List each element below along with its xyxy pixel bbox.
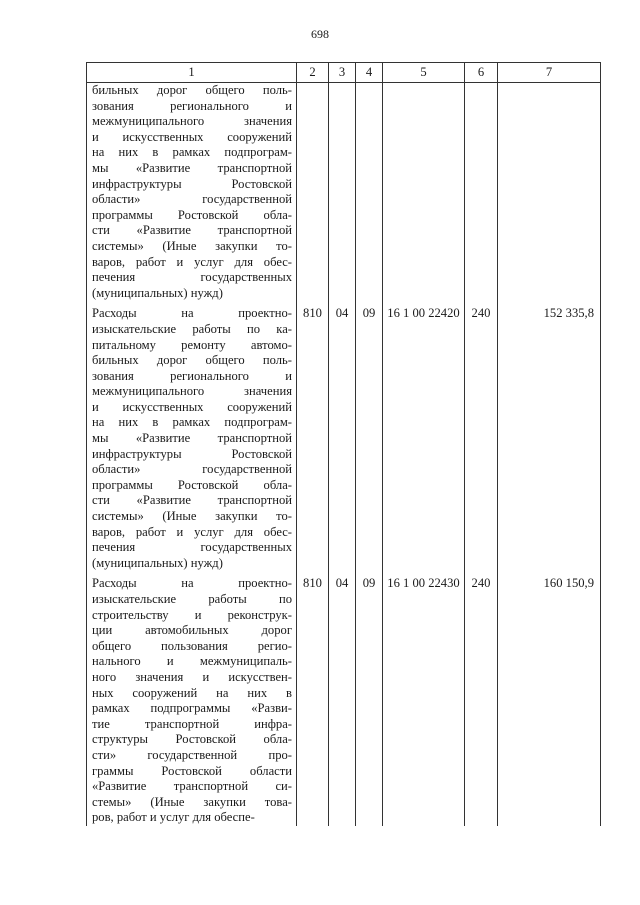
description-line: ров, работ и услуг для обеспе- <box>92 810 255 825</box>
description-line: ных сооружений на них в <box>92 685 292 700</box>
description-line: варов, работ и услуг для обес- <box>92 524 292 539</box>
description-line: структуры Ростовской обла- <box>92 732 292 747</box>
row-amount: 152 335,8 <box>498 301 601 571</box>
description-line: граммы Ростовской области <box>92 763 292 778</box>
row-subsection-code: 09 <box>356 301 383 571</box>
header-col-7: 7 <box>498 63 601 83</box>
row-target-article <box>383 83 465 302</box>
description-line: ного значения и искусствен- <box>92 669 292 684</box>
description-line: (муниципальных) нужд) <box>92 555 223 570</box>
header-col-3: 3 <box>329 63 356 83</box>
description-line: межмуниципального значения <box>92 384 292 399</box>
description-line: варов, работ и услуг для обес- <box>92 254 292 269</box>
description-line: зования регионального и <box>92 368 292 383</box>
description-line: и искусственных сооружений <box>92 399 292 414</box>
description-line: печения государственных <box>92 540 292 555</box>
description-line: сти» государственной про- <box>92 747 292 762</box>
row-section-code: 04 <box>329 301 356 571</box>
description-line: мы «Развитие транспортной <box>92 431 292 446</box>
row-section-code <box>329 83 356 302</box>
description-line: зования регионального и <box>92 98 292 113</box>
row-expense-type <box>465 83 498 302</box>
row-amount: 160 150,9 <box>498 571 601 826</box>
row-amount <box>498 83 601 302</box>
row-admin-code: 810 <box>297 571 329 826</box>
description-line: «Развитие транспортной си- <box>92 779 292 794</box>
description-line: на них в рамках подпрограм- <box>92 145 292 160</box>
row-expense-type: 240 <box>465 301 498 571</box>
row-subsection-code: 09 <box>356 571 383 826</box>
description-line: области» государственной <box>92 192 292 207</box>
description-line: межмуниципального значения <box>92 114 292 129</box>
row-admin-code: 810 <box>297 301 329 571</box>
description-line: рамках подпрограммы «Разви- <box>92 701 292 716</box>
header-col-4: 4 <box>356 63 383 83</box>
row-target-article: 16 1 00 22430 <box>383 571 465 826</box>
description-line: общего пользования регио- <box>92 638 292 653</box>
description-line: бильных дорог общего поль- <box>92 353 292 368</box>
description-line: Расходы на проектно- <box>92 576 292 591</box>
description-line: области» государственной <box>92 462 292 477</box>
row-target-article: 16 1 00 22420 <box>383 301 465 571</box>
description-line: строительству и реконструк- <box>92 607 292 622</box>
budget-table <box>86 62 601 826</box>
row-expense-type: 240 <box>465 571 498 826</box>
description-line: инфраструктуры Ростовской <box>92 176 292 191</box>
table-row <box>87 83 601 302</box>
row-section-code: 04 <box>329 571 356 826</box>
description-line: тие транспортной инфра- <box>92 716 292 731</box>
table-row <box>87 301 601 571</box>
row-admin-code <box>297 83 329 302</box>
description-line: бильных дорог общего поль- <box>92 83 292 97</box>
table-row <box>87 571 601 826</box>
description-line: печения государственных <box>92 270 292 285</box>
description-line: нального и межмуниципаль- <box>92 654 292 669</box>
header-col-2: 2 <box>297 63 329 83</box>
description-line: программы Ростовской обла- <box>92 207 292 222</box>
description-line: Расходы на проектно- <box>92 306 292 321</box>
page-number: 698 <box>311 27 329 41</box>
description-line: сти «Развитие транспортной <box>92 493 292 508</box>
header-col-5: 5 <box>383 63 465 83</box>
header-col-1: 1 <box>87 63 297 83</box>
header-col-6: 6 <box>465 63 498 83</box>
description-line: сти «Развитие транспортной <box>92 223 292 238</box>
row-description <box>87 83 297 302</box>
header-row <box>87 63 601 83</box>
row-description <box>87 301 297 571</box>
description-line: ции автомобильных дорог <box>92 623 292 638</box>
description-line: инфраструктуры Ростовской <box>92 446 292 461</box>
description-line: системы» (Иные закупки то- <box>92 509 292 524</box>
description-line: стемы» (Иные закупки това- <box>92 794 292 809</box>
description-line: (муниципальных) нужд) <box>92 285 223 300</box>
description-line: изыскательские работы по ка- <box>92 321 292 336</box>
description-line: программы Ростовской обла- <box>92 477 292 492</box>
description-line: питальному ремонту автомо- <box>92 337 292 352</box>
row-subsection-code <box>356 83 383 302</box>
description-line: системы» (Иные закупки то- <box>92 238 292 253</box>
description-line: мы «Развитие транспортной <box>92 160 292 175</box>
row-description <box>87 571 297 826</box>
description-line: изыскательские работы по <box>92 592 292 606</box>
description-line: на них в рамках подпрограм- <box>92 415 292 430</box>
description-line: и искусственных сооружений <box>92 129 292 144</box>
